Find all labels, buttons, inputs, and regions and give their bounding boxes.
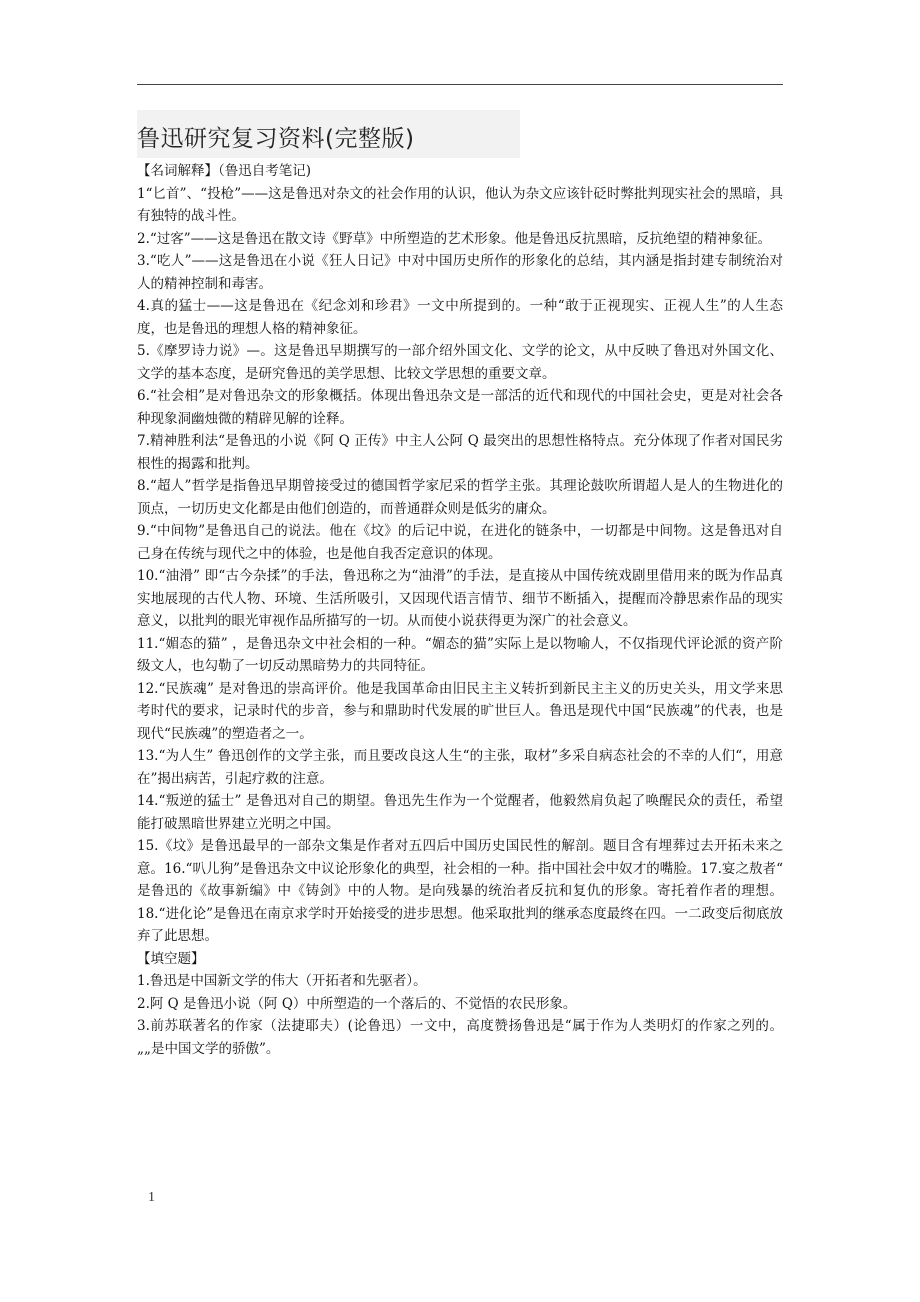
definition-paragraph: 13.“为人生” 鲁迅创作的文学主张，而且要改良这人生“的主张，取材”多采自病态社会的不幸的人们“，用意在”揭出病苦，引起疗救的注意。 xyxy=(137,748,783,787)
definition-paragraph: 5.《摩罗诗力说》—。这是鲁迅早期撰写的一部介绍外国文化、文学的论文，从中反映了鲁迅对外国文化、文学的基本态度，是研究鲁迅的美学思想、比较文学思想的重要文章。 xyxy=(137,343,783,382)
header-rule xyxy=(137,84,783,85)
definition-paragraph: 1“匕首”、“投枪”——这是鲁迅对杂文的社会作用的认识，他认为杂文应该针砭时弊批判现实社会的黑暗，具有独特的战斗性。 xyxy=(137,185,783,224)
definition-paragraph: 7.精神胜利法“是鲁迅的小说《阿 Q 正传》中主人公阿 Q 最突出的思想性格特点。充分体现了作者对国民劣根性的揭露和批判。 xyxy=(137,433,783,472)
document-title: 鲁迅研究复习资料(完整版) xyxy=(137,126,415,152)
document-body xyxy=(137,160,783,1060)
definition-paragraph: 6.“社会相”是对鲁迅杂文的形象概括。体现出鲁迅杂文是一部活的近代和现代的中国社会史，更是对社会各种现象洞幽烛微的精辟见解的诠释。 xyxy=(137,388,783,427)
fill-blank-item: 3.前苏联著名的作家（法捷耶夫）(论鲁迅）一文中，高度赞扬鲁迅是“属于作为人类明灯的作家之列的。„„是中国文学的骄傲”。 xyxy=(137,1018,783,1057)
definition-paragraph: 8.“超人”哲学是指鲁迅早期曾接受过的德国哲学家尼采的哲学主张。其理论鼓吹所谓超人是人的生物进化的顶点，一切历史文化都是由他们创造的，而普通群众则是低劣的庸众。 xyxy=(137,478,783,517)
definition-paragraph: 10.“油滑” 即“古今杂揉”的手法，鲁迅称之为“油滑”的手法，是直接从中国传统戏剧里借用来的既为作品真实地展现的古代人物、环境、生活所吸引，又因现代语言情节、细节不断插入，提醒而冷静思索作品的现实意义，以批判的眼光审视作品所描写的一切。从而使小说获得更为深广的社会意义。 xyxy=(137,568,783,629)
definition-paragraph: 2.“过客”——这是鲁迅在散文诗《野草》中所塑造的艺术形象。他是鲁迅反抗黑暗，反抗绝望的精神象征。 xyxy=(137,230,772,247)
definition-paragraph: 4.真的猛士——这是鲁迅在《纪念刘和珍君》一文中所提到的。一种“敢于正视现实、正视人生”的人生态度，也是鲁迅的理想人格的精神象征。 xyxy=(137,298,783,337)
definition-paragraph: 11.“媚态的猫” ，是鲁迅杂文中社会相的一种。“媚态的猫”实际上是以物喻人，不仅指现代评论派的资产阶级文人，也勾勒了一切反动黑暗势力的共同特征。 xyxy=(137,635,783,674)
definition-paragraph: 15.《坟》是鲁迅最早的一部杂文集是作者对五四后中国历史国民性的解剖。题目含有埋葬过去开拓未来之意。16.“叭儿狗”是鲁迅杂文中议论形象化的典型，社会相的一种。指中国社会中奴才的嘴脸。17.宴之敖者“ 是鲁迅的《故事新编》中《铸剑》中的人物。是向残暴的统治者反抗和复仇的形象。寄托着作者的理想。18.“进化论”是鲁迅在南京求学时开始接受的进步思想。他采取批判的继承态度最终在四。一二政变后彻底放弃了此思想。 xyxy=(137,838,783,944)
definition-paragraph: 3.“吃人”——这是鲁迅在小说《狂人日记》中对中国历史所作的形象化的总结，其内涵是指封建专制统治对人的精神控制和毒害。 xyxy=(137,253,783,292)
definition-paragraph: 14.“叛逆的猛士” 是鲁迅对自己的期望。鲁迅先生作为一个觉醒者，他毅然肩负起了唤醒民众的责任，希望能打破黑暗世界建立光明之中国。 xyxy=(137,793,783,832)
fill-blank-item: 1.鲁迅是中国新文学的伟大（开拓者和先驱者）。 xyxy=(137,973,427,989)
fill-blank-item: 2.阿 Q 是鲁迅小说（阿 Q）中所塑造的一个落后的、不觉悟的农民形象。 xyxy=(137,995,577,1012)
section-heading-fill-blanks: 【填空题】 xyxy=(137,950,205,967)
section-heading-definitions: 【名词解释】（鲁迅自考笔记) xyxy=(137,163,312,179)
page-number: 1 xyxy=(148,1190,155,1205)
definition-paragraph: 12.“民族魂” 是对鲁迅的崇高评价。他是我国革命由旧民主主义转折到新民主主义的历史关头，用文学来思考时代的要求，记录时代的步音，参与和鼎助时代发展的旷世巨人。鲁迅是现代中国“民族魂”的代表，也是现代“民族魂”的塑造者之一。 xyxy=(137,680,783,742)
definition-paragraph: 9.“中间物”是鲁迅自己的说法。他在《坟》的后记中说，在进化的链条中，一切都是中间物。这是鲁迅对自己身在传统与现代之中的体验，也是他自我否定意识的体现。 xyxy=(137,523,783,562)
